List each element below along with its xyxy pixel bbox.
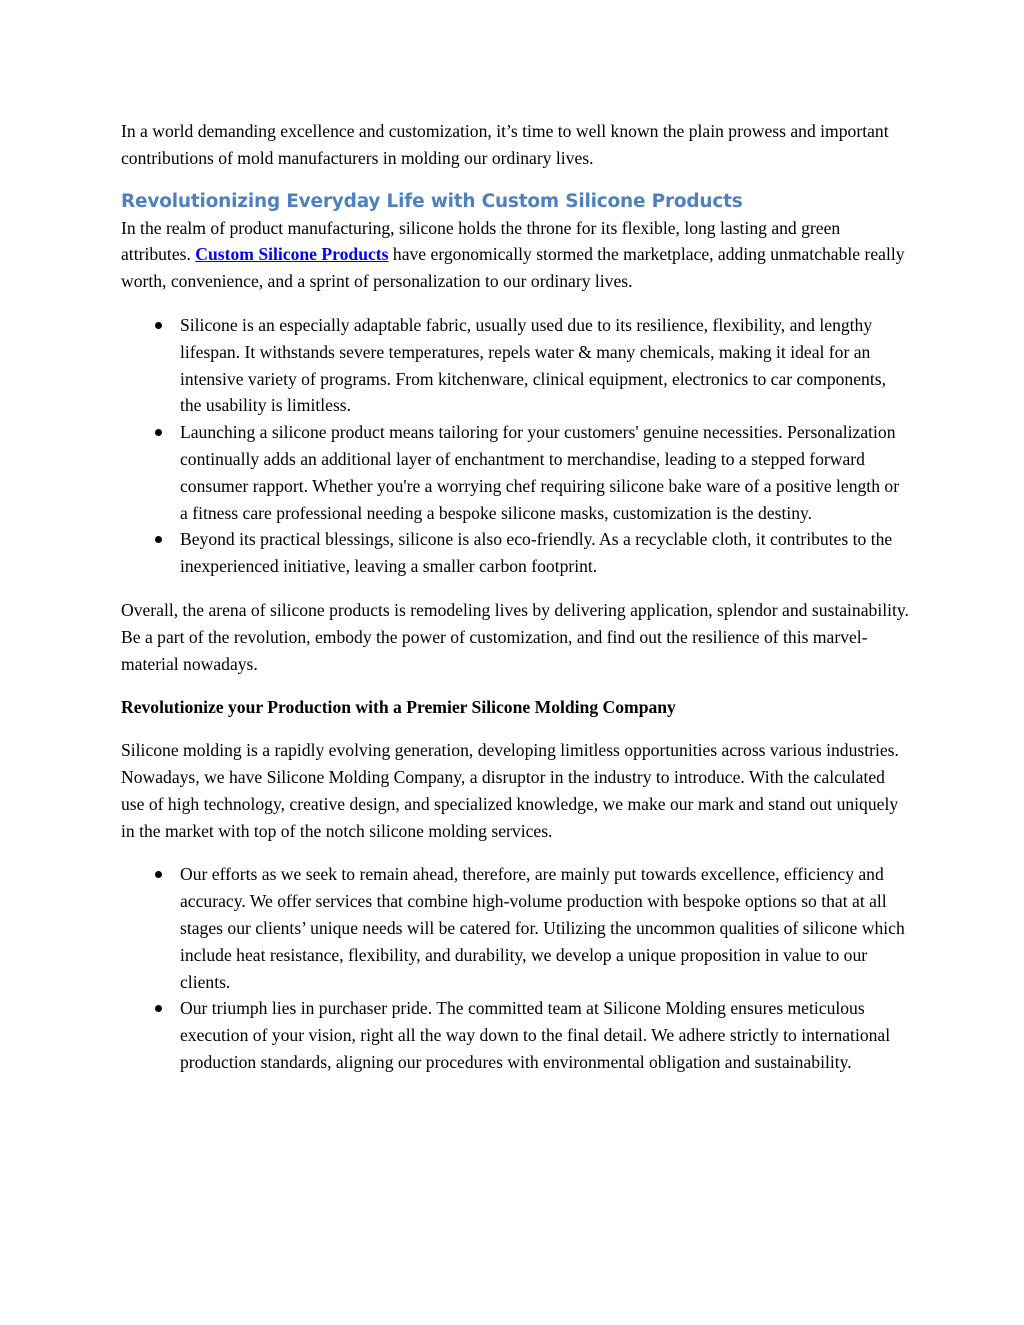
bullet-icon — [155, 429, 162, 436]
section-heading-silicone-molding: Revolutionize your Production with a Premier Silicone Molding Company — [121, 697, 676, 718]
section1-closing-paragraph: Overall, the arena of silicone products is remodeling lives by delivering application, splendor and sustainability. Be a part of the revolution, embody the power of customization, and find out the resilience of this marvel-material nowadays. — [121, 599, 909, 674]
bullet-icon — [155, 1005, 162, 1012]
list-item — [121, 419, 911, 526]
list-item — [121, 312, 911, 419]
list-item-text: Beyond its practical blessings, silicone is also eco-friendly. As a recyclable cloth, it contributes to the inexperienced initiative, leaving a smaller carbon footprint. — [180, 529, 893, 577]
bullet-icon — [155, 536, 162, 543]
list-item-text: Launching a silicone product means tailoring for your customers' genuine necessities. Personalization continually adds an additional layer of enchantment to merchandise, leading to a stepped forward consumer rapport. Whether you're a worrying chef requiring silicone bake ware of a positive length or a fitness care professional needing a bespoke silicone masks, customization is the destiny. — [180, 422, 900, 523]
bullet-icon — [155, 871, 162, 878]
list-item — [121, 526, 911, 580]
section1-paragraph — [121, 215, 911, 295]
list-item-text: Our efforts as we seek to remain ahead, therefore, are mainly put towards excellence, efficiency and accuracy. We offer services that combine high-volume production with bespoke options so that at all stages our clients’ unique needs will be catered for. Utilizing the uncommon qualities of silicone which include heat resistance, flexibility, and durability, we develop a unique proposition in value to our clients. — [180, 864, 905, 992]
list-item — [121, 861, 911, 995]
document-page — [121, 118, 911, 1093]
bullet-icon — [155, 322, 162, 329]
section2-bullet-list — [121, 861, 911, 1075]
section2-paragraph: Silicone molding is a rapidly evolving generation, developing limitless opportunities across various industries. Nowadays, we have Silicone Molding Company, a disruptor in the industry to introduce. With the calculated use of high technology, creative design, and specialized knowledge, we make our mark and stand out uniquely in the market with top of the notch silicone molding services. — [121, 740, 899, 841]
section1-text-after-link: have ergonomically stormed the marketplace, adding unmatchable really worth, convenience, and a sprint of personalization to our ordinary lives. — [121, 244, 905, 292]
section1-text-before-link: In the realm of product manufacturing, silicone holds the throne for its flexible, long lasting and green attributes. — [121, 217, 841, 265]
list-item — [121, 995, 911, 1075]
section1-bullet-list — [121, 312, 911, 580]
section-heading-custom-silicone: Revolutionizing Everyday Life with Custom Silicone Products — [121, 190, 743, 212]
intro-paragraph: In a world demanding excellence and customization, it’s time to well known the plain prowess and important contributions of mold manufacturers in molding our ordinary lives. — [121, 121, 889, 168]
list-item-text: Silicone is an especially adaptable fabric, usually used due to its resilience, flexibility, and lengthy lifespan. It withstands severe temperatures, repels water & many chemicals, making it ideal for an intensive variety of programs. From kitchenware, clinical equipment, electronics to car components, the usability is limitless. — [180, 314, 886, 416]
list-item-text: Our triumph lies in purchaser pride. The committed team at Silicone Molding ensures meticulous execution of your vision, right all the way down to the final detail. We adhere strictly to international production standards, aligning our procedures with environmental obligation and sustainability. — [180, 998, 891, 1072]
custom-silicone-products-link[interactable]: Custom Silicone Products — [195, 244, 389, 265]
